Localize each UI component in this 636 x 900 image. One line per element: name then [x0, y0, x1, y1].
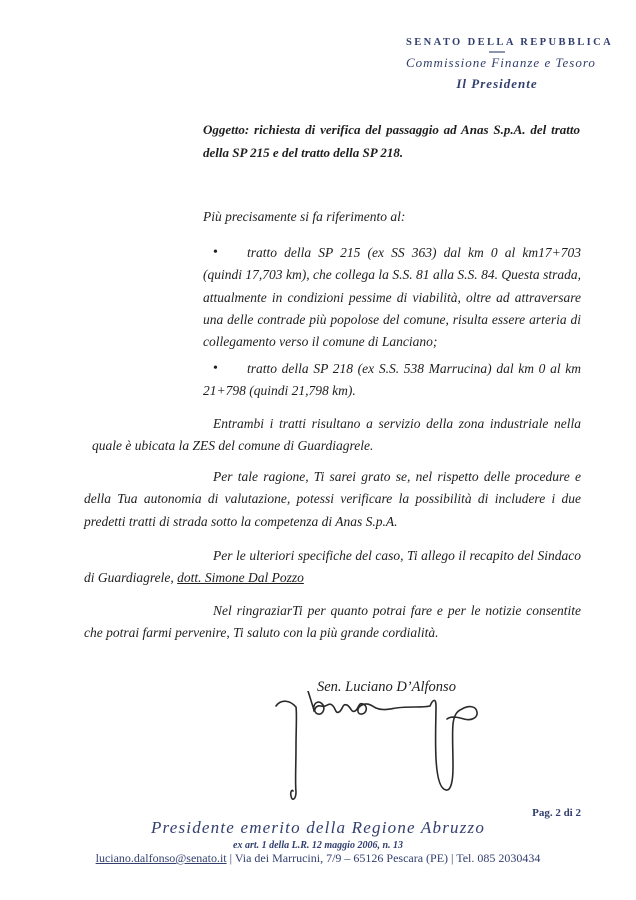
footer-law-reference: ex art. 1 della L.R. 12 maggio 2006, n. 13 [233, 840, 403, 851]
page-number: Pag. 2 di 2 [532, 807, 581, 819]
footer-contact-line [0, 851, 636, 866]
signature-stroke-start [276, 701, 296, 799]
paragraph-zes: Entrambi i tratti risultano a servizio della zona industriale nella quale è ubicata la ZES del comune di Guardiagrele. [92, 416, 581, 454]
institution-name: SENATO DELLA REPUBBLICA [406, 37, 614, 48]
paragraph-contact [84, 545, 581, 590]
bullet-dot-icon: • [213, 245, 218, 260]
letterhead-ornament [489, 51, 505, 53]
email-link[interactable]: luciano.dalfonso@senato.it [95, 851, 227, 865]
bullet-text-sp215: tratto della SP 215 (ex SS 363) dal km 0 al km17+703 (quindi 17,703 km), che collega la S.S. 81 alla S.S. 84. Questa strada, attualmente in condizioni pessime di viabilità, oltre ad attraversare una delle contrade più popolose del comune, risulta essere arteria di collegamento verso il comune di Lanciano; [203, 245, 581, 350]
signature-stroke-main [314, 700, 477, 790]
paragraph-closing: Nel ringraziarTi per quanto potrai fare e per le notizie consentite che potrai farmi pervenire, Ti saluto con la più grande cordialità. [84, 603, 581, 641]
bullet-text-sp218: tratto della SP 218 (ex S.S. 538 Marrucina) dal km 0 al km 21+798 (quindi 21,798 km). [203, 361, 581, 399]
footer-title: Presidente emerito della Regione Abruzzo [150, 818, 486, 837]
bullet-dot-icon: • [213, 361, 218, 376]
president-title: Il Presidente [456, 76, 538, 91]
commission-name: Commissione Finanze e Tesoro [406, 55, 596, 70]
bullet-item-sp215 [203, 242, 581, 353]
intro-paragraph: Più precisamente si fa riferimento al: [203, 209, 406, 224]
paragraph-contact-prefix: Per le ulteriori specifiche del caso, Ti allego il recapito del Sindaco di Guardiagrele, [84, 548, 581, 586]
handwritten-signature [264, 691, 480, 806]
bullet-item-sp218 [203, 358, 581, 403]
paragraph-request: Per tale ragione, Ti sarei grato se, nel rispetto delle procedure e della Tua autonomia di valutazione, potessi verificare la possibilità di includere i due predetti tratti di strada sotto la competenza di Anas S.p.A. [84, 469, 581, 529]
contact-person-underlined: dott. Simone Dal Pozzo [177, 570, 304, 586]
signature-name: Sen. Luciano D’Alfonso [317, 679, 456, 695]
letterhead [406, 37, 614, 92]
subject-line: Oggetto: richiesta di verifica del passaggio ad Anas S.p.A. del tratto della SP 215 e del tratto della SP 218. [203, 122, 580, 160]
footer-address: | Via dei Marrucini, 7/9 – 65126 Pescara (PE) | Tel. 085 2030434 [226, 851, 541, 865]
